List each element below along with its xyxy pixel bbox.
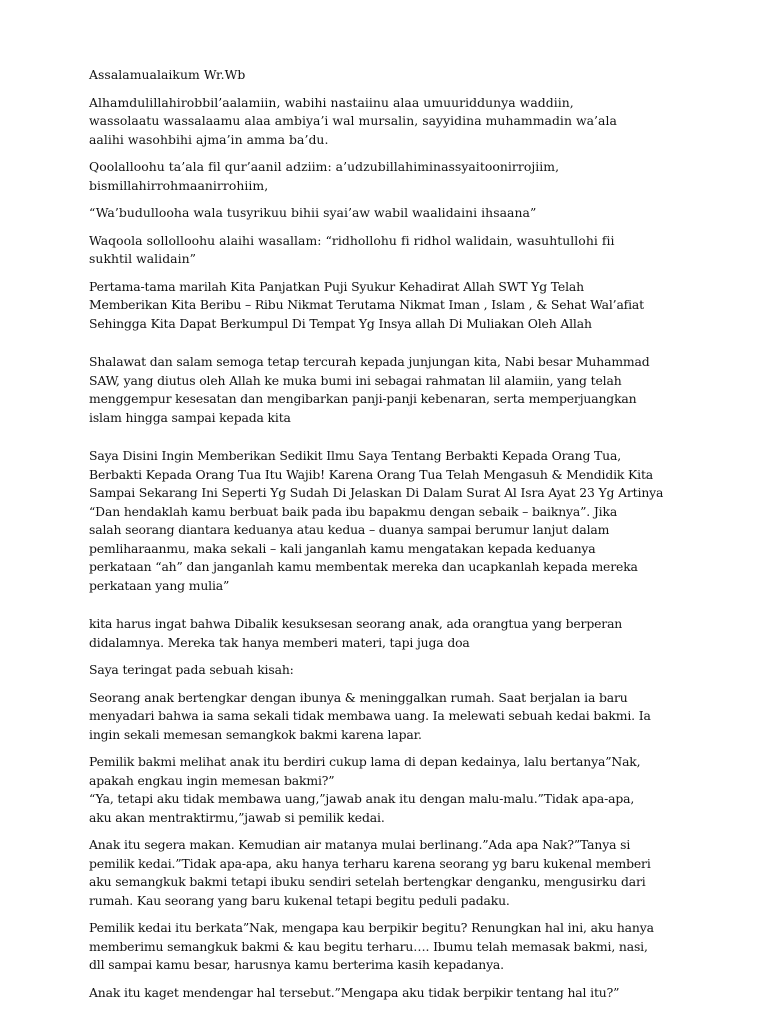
paragraph-shalawat bbox=[89, 353, 682, 427]
text-line: Memberikan Kita Beribu – Ribu Nikmat Terutama Nikmat Iman , Islam , & Sehat Wal’afiat bbox=[89, 297, 644, 312]
text-line: aku akan mentraktirmu,”jawab si pemilik kedai. bbox=[89, 809, 385, 825]
text-line: Pemilik kedai itu berkata”Nak, mengapa kau berpikir begitu? Renungkan hal ini, aku hanya bbox=[89, 920, 654, 935]
text-line: salah seorang diantara keduanya atau kedua – duanya sampai berumur lanjut dalam bbox=[89, 522, 610, 537]
text-line: Shalawat dan salam semoga tetap tercurah kepada junjungan kita, Nabi besar Muhammad bbox=[89, 354, 650, 369]
text-line: “Dan hendaklah kamu berbuat baik pada ibu bapakmu dengan sebaik – baiknya”. Jika bbox=[89, 503, 618, 519]
text-line: apakah engkau ingin memesan bakmi?” bbox=[89, 772, 335, 788]
paragraph-gratitude bbox=[89, 278, 682, 334]
paragraph-story-intro bbox=[89, 661, 682, 680]
text-line: Pertama-tama marilah Kita Panjatkan Puji Syukur Kehadirat Allah SWT Yg Telah bbox=[89, 278, 584, 294]
text-line: SAW, yang diutus oleh Allah ke muka bumi ini sebagai rahmatan lil alamiin, yang telah bbox=[89, 372, 622, 388]
paragraph-opening-praise bbox=[89, 94, 682, 150]
text-line: Qoolalloohu ta’ala fil qur’aanil adziim: a’udzubillahiminassyaitoonirrojiim, bbox=[89, 159, 560, 174]
paragraph-parents-role bbox=[89, 615, 682, 652]
text-line: Anak itu kaget mendengar hal tersebut.”Mengapa aku tidak berpikir tentang hal itu?” bbox=[89, 984, 620, 1000]
text-line: menyadari bahwa ia sama sekali tidak membawa uang. Ia melewati sebuah kedai bakmi. Ia bbox=[89, 708, 651, 723]
text-line: sukhtil walidain” bbox=[89, 251, 197, 266]
text-line: wassolaatu wassalaamu alaa ambiya’i wal mursalin, sayyidina muhammadin wa’ala bbox=[89, 113, 617, 128]
text-line: didalamnya. Mereka tak hanya memberi materi, tapi juga doa bbox=[89, 634, 470, 650]
text-line: ingin sekali memesan semangkok bakmi karena lapar. bbox=[89, 726, 422, 742]
text-line: pemilik kedai.”Tidak apa-apa, aku hanya terharu karena seorang yg baru kukenal memberi bbox=[89, 855, 651, 871]
paragraph-filial-duty bbox=[89, 447, 682, 595]
text-line: dll sampai kamu besar, harusnya kamu berterima kasih kepadanya. bbox=[89, 957, 504, 972]
text-line: aalihi wasohbihi ajma’in amma ba’du. bbox=[89, 131, 329, 147]
text-line: kita harus ingat bahwa Dibalik kesuksesan seorang anak, ada orangtua yang berperan bbox=[89, 616, 623, 631]
paragraph-story-4 bbox=[89, 919, 682, 975]
text-line: memberimu semangkuk bakmi & kau begitu terharu…. Ibumu telah memasak bakmi, nasi, bbox=[89, 938, 648, 954]
text-line: Alhamdulillahirobbil’aalamiin, wabihi nastaiinu alaa umuuriddunya waddiin, bbox=[89, 94, 574, 110]
text-line: Seorang anak bertengkar dengan ibunya & meninggalkan rumah. Saat berjalan ia baru bbox=[89, 689, 628, 705]
text-line: pemliharaanmu, maka sekali – kali janganlah kamu mengatakan kepada keduanya bbox=[89, 540, 596, 556]
text-line: Pemilik bakmi melihat anak itu berdiri cukup lama di depan kedainya, lalu bertanya”Nak, bbox=[89, 754, 641, 769]
text-line: perkataan “ah” dan janganlah kamu membentak mereka dan ucapkanlah kepada mereka bbox=[89, 559, 638, 574]
text-line: bismillahirrohmaanirrohiim, bbox=[89, 177, 269, 193]
text-line: Saya Disini Ingin Memberikan Sedikit Ilmu Saya Tentang Berbakti Kepada Orang Tua, bbox=[89, 448, 622, 463]
paragraph-quran-verse bbox=[89, 204, 682, 223]
text-line: islam hingga sampai kepada kita bbox=[89, 409, 291, 425]
paragraph-salutation bbox=[89, 66, 682, 85]
text-line: Berbakti Kepada Orang Tua Itu Wajib! Karena Orang Tua Telah Mengasuh & Mendidik Kita bbox=[89, 466, 654, 482]
paragraph-story-3 bbox=[89, 836, 682, 910]
paragraph-hadith bbox=[89, 232, 682, 269]
text-line: Sampai Sekarang Ini Seperti Yg Sudah Di Jelaskan Di Dalam Surat Al Isra Ayat 23 Yg Artinya bbox=[89, 485, 664, 500]
text-line: Saya teringat pada sebuah kisah: bbox=[89, 662, 294, 677]
text-line: menggempur kesesatan dan mengibarkan panji-panji kebenaran, serta memperjuangkan bbox=[89, 391, 637, 406]
paragraph-story-2 bbox=[89, 753, 682, 827]
text-line: Anak itu segera makan. Kemudian air matanya mulai berlinang.”Ada apa Nak?”Tanya si bbox=[89, 837, 631, 852]
text-line: Sehingga Kita Dapat Berkumpul Di Tempat Yg Insya allah Di Muliakan Oleh Allah bbox=[89, 315, 592, 331]
paragraph-quran-opening bbox=[89, 158, 682, 195]
text-line: “Ya, tetapi aku tidak membawa uang,”jawab anak itu dengan malu-malu.”Tidak apa-apa, bbox=[89, 791, 635, 806]
text-line: Assalamualaikum Wr.Wb bbox=[89, 67, 246, 82]
text-line: rumah. Kau seorang yang baru kukenal tetapi begitu peduli padaku. bbox=[89, 892, 510, 908]
paragraph-story-1 bbox=[89, 689, 682, 745]
paragraph-story-5 bbox=[89, 984, 682, 1003]
text-line: Waqoola sollolloohu alaihi wasallam: “ridhollohu fi ridhol walidain, wasuhtullohi fii bbox=[89, 232, 615, 248]
text-line: “Wa’budullooha wala tusyrikuu bihii syai’aw wabil waalidaini ihsaana” bbox=[89, 205, 537, 220]
text-line: aku semangkuk bakmi tetapi ibuku sendiri setelah bertengkar denganku, mengusirku dari bbox=[89, 874, 646, 889]
text-line: perkataan yang mulia” bbox=[89, 577, 230, 593]
